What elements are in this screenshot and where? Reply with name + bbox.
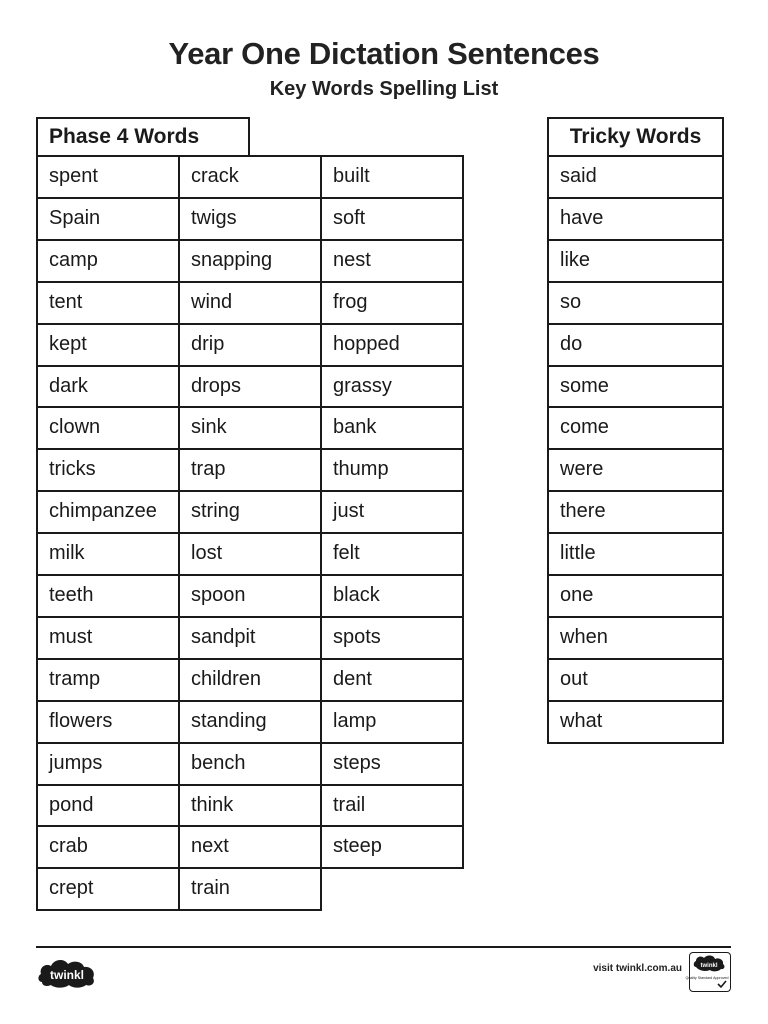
tricky-word-cell: do (547, 323, 724, 367)
phase4-word-cell: tricks (36, 448, 180, 492)
phase4-word-cell: sink (178, 406, 322, 450)
phase4-word-cell: pond (36, 784, 180, 828)
quality-badge-icon (685, 953, 729, 990)
phase4-word-cell: spent (36, 155, 180, 199)
phase4-word-cell: train (178, 867, 322, 911)
phase4-word-cell: grassy (320, 365, 464, 409)
tricky-word-cell: said (547, 155, 724, 199)
page-title: Year One Dictation Sentences (168, 36, 600, 71)
phase4-word-cell: flowers (36, 700, 180, 744)
phase4-word-cell: felt (320, 532, 464, 576)
footer-website-link[interactable]: visit twinkl.com.au (593, 963, 682, 974)
phase4-word-cell: lamp (320, 700, 464, 744)
footer-divider (36, 946, 731, 948)
tricky-heading: Tricky Words (547, 117, 724, 157)
tricky-word-cell: come (547, 406, 724, 450)
twinkl-logo (36, 952, 98, 990)
phase4-word-cell: just (320, 490, 464, 534)
phase4-word-cell: Spain (36, 197, 180, 241)
page-subtitle: Key Words Spelling List (269, 78, 499, 100)
phase4-word-cell: bench (178, 742, 322, 786)
phase4-word-cell: kept (36, 323, 180, 367)
tricky-word-cell: have (547, 197, 724, 241)
phase4-word-cell: trap (178, 448, 322, 492)
badge-logo-text: twinkl (700, 963, 718, 969)
phase4-word-cell: drip (178, 323, 322, 367)
phase4-word-cell: wind (178, 281, 322, 325)
phase4-word-cell: next (178, 825, 322, 869)
phase4-word-cell: must (36, 616, 180, 660)
quality-badge (685, 952, 731, 992)
phase4-word-cell: frog (320, 281, 464, 325)
phase4-word-cell: children (178, 658, 322, 702)
phase4-word-cell: tramp (36, 658, 180, 702)
phase4-word-cell: thump (320, 448, 464, 492)
phase4-word-cell: lost (178, 532, 322, 576)
phase4-word-cell: milk (36, 532, 180, 576)
tricky-word-cell: there (547, 490, 724, 534)
phase4-word-cell: steep (320, 825, 464, 869)
phase4-word-cell: crept (36, 867, 180, 911)
phase4-word-cell: tent (36, 281, 180, 325)
phase4-word-cell: spots (320, 616, 464, 660)
phase4-word-cell: soft (320, 197, 464, 241)
phase4-word-cell: string (178, 490, 322, 534)
phase4-word-cell: chimpanzee (36, 490, 180, 534)
phase4-word-cell: black (320, 574, 464, 618)
phase4-word-cell: teeth (36, 574, 180, 618)
tricky-word-cell: so (547, 281, 724, 325)
tricky-word-cell: some (547, 365, 724, 409)
phase4-word-cell: hopped (320, 323, 464, 367)
phase4-word-cell: spoon (178, 574, 322, 618)
phase4-word-cell: dark (36, 365, 180, 409)
logo-text: twinkl (49, 968, 85, 982)
phase4-word-cell: twigs (178, 197, 322, 241)
badge-text: Quality Standard Approved (685, 976, 729, 980)
phase4-word-cell: clown (36, 406, 180, 450)
phase4-word-cell: think (178, 784, 322, 828)
phase4-word-cell: camp (36, 239, 180, 283)
phase4-word-cell: nest (320, 239, 464, 283)
phase4-word-cell: jumps (36, 742, 180, 786)
tricky-word-cell: out (547, 658, 724, 702)
tricky-word-cell: one (547, 574, 724, 618)
phase4-word-cell: sandpit (178, 616, 322, 660)
phase4-heading: Phase 4 Words (36, 117, 250, 157)
tricky-word-cell: little (547, 532, 724, 576)
tricky-word-cell: like (547, 239, 724, 283)
tricky-word-cell: what (547, 700, 724, 744)
phase4-word-cell: steps (320, 742, 464, 786)
tricky-word-cell: when (547, 616, 724, 660)
phase4-word-cell: dent (320, 658, 464, 702)
phase4-word-cell: crab (36, 825, 180, 869)
phase4-word-cell: trail (320, 784, 464, 828)
phase4-word-cell: snapping (178, 239, 322, 283)
phase4-word-cell: standing (178, 700, 322, 744)
phase4-word-cell: drops (178, 365, 322, 409)
phase4-word-cell: crack (178, 155, 322, 199)
tricky-word-cell: were (547, 448, 724, 492)
phase4-word-cell: built (320, 155, 464, 199)
phase4-word-cell: bank (320, 406, 464, 450)
